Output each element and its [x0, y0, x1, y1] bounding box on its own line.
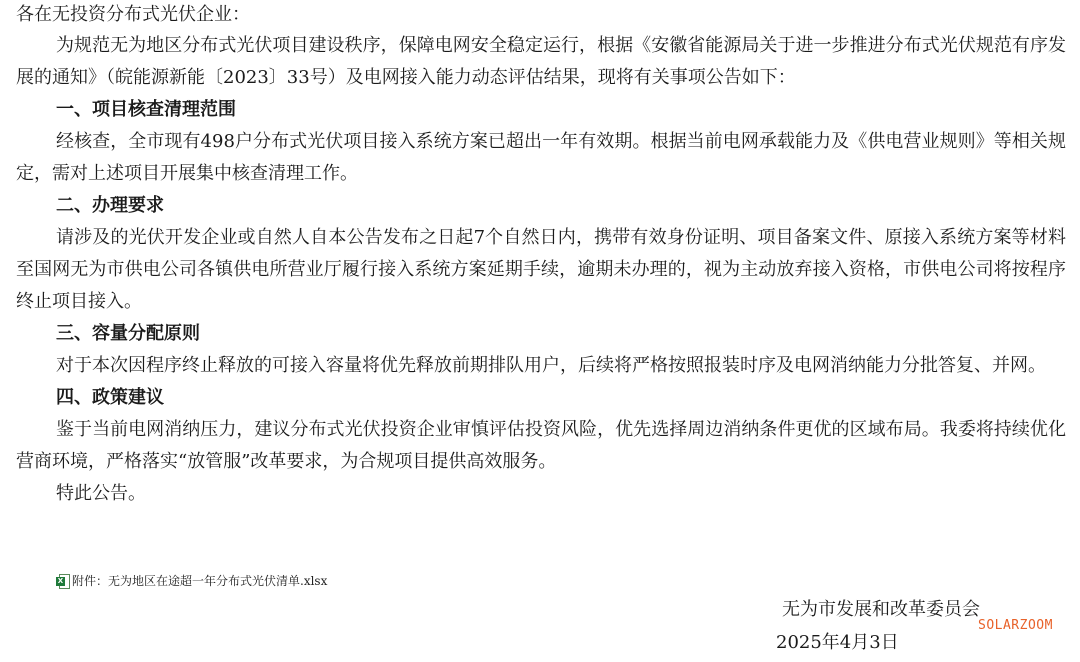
section-body-1: 经核查，全市现有498户分布式光伏项目接入系统方案已超出一年有效期。根据当前电网承载能力及《供电营业规则》等相关规定，需对上述项目开展集中核查清理工作。: [16, 131, 1066, 184]
attachment-label[interactable]: 附件：无为地区在途超一年分布式光伏清单.xlsx: [72, 574, 328, 588]
salutation: 各在无投资分布式光伏企业：: [16, 4, 250, 25]
excel-file-icon: X: [56, 574, 70, 589]
issuer-name: 无为市发展和改革委员会: [782, 599, 980, 620]
section-body-2: 请涉及的光伏开发企业或自然人自本公告发布之日起7个自然日内，携带有效身份证明、项目备案文件、原接入系统方案等材料至国网无为市供电公司各镇供电所营业厅履行接入系统方案延期手续，逾期未办理的，视为主动放弃接入资格，市供电公司将按程序终止项目接入。: [16, 227, 1066, 312]
closing-text: 特此公告。: [56, 483, 146, 504]
attachment-link[interactable]: [56, 572, 327, 590]
intro-paragraph: 为规范无为地区分布式光伏项目建设秩序，保障电网安全稳定运行，根据《安徽省能源局关于进一步推进分布式光伏规范有序发展的通知》（皖能源新能〔2023〕33号）及电网接入能力动态评估结果，现将有关事项公告如下：: [16, 35, 1066, 88]
notice-document: [16, 0, 1066, 510]
solarzoom-watermark: SOLARZOOM: [978, 618, 1053, 633]
section-heading-1: 一、项目核查清理范围: [56, 99, 236, 120]
section-heading-3: 三、容量分配原则: [56, 323, 200, 344]
section-heading-4: 四、政策建议: [56, 387, 164, 408]
section-body-3: 对于本次因程序终止释放的可接入容量将优先释放前期排队用户，后续将严格按照报装时序及电网消纳能力分批答复、并网。: [56, 355, 1046, 376]
section-heading-2: 二、办理要求: [56, 195, 164, 216]
section-body-4: 鉴于当前电网消纳压力，建议分布式光伏投资企业审慎评估投资风险，优先选择周边消纳条件更优的区域布局。我委将持续优化营商环境，严格落实“放管服”改革要求，为合规项目提供高效服务。: [16, 419, 1066, 472]
issue-date: 2025年4月3日: [776, 632, 899, 653]
